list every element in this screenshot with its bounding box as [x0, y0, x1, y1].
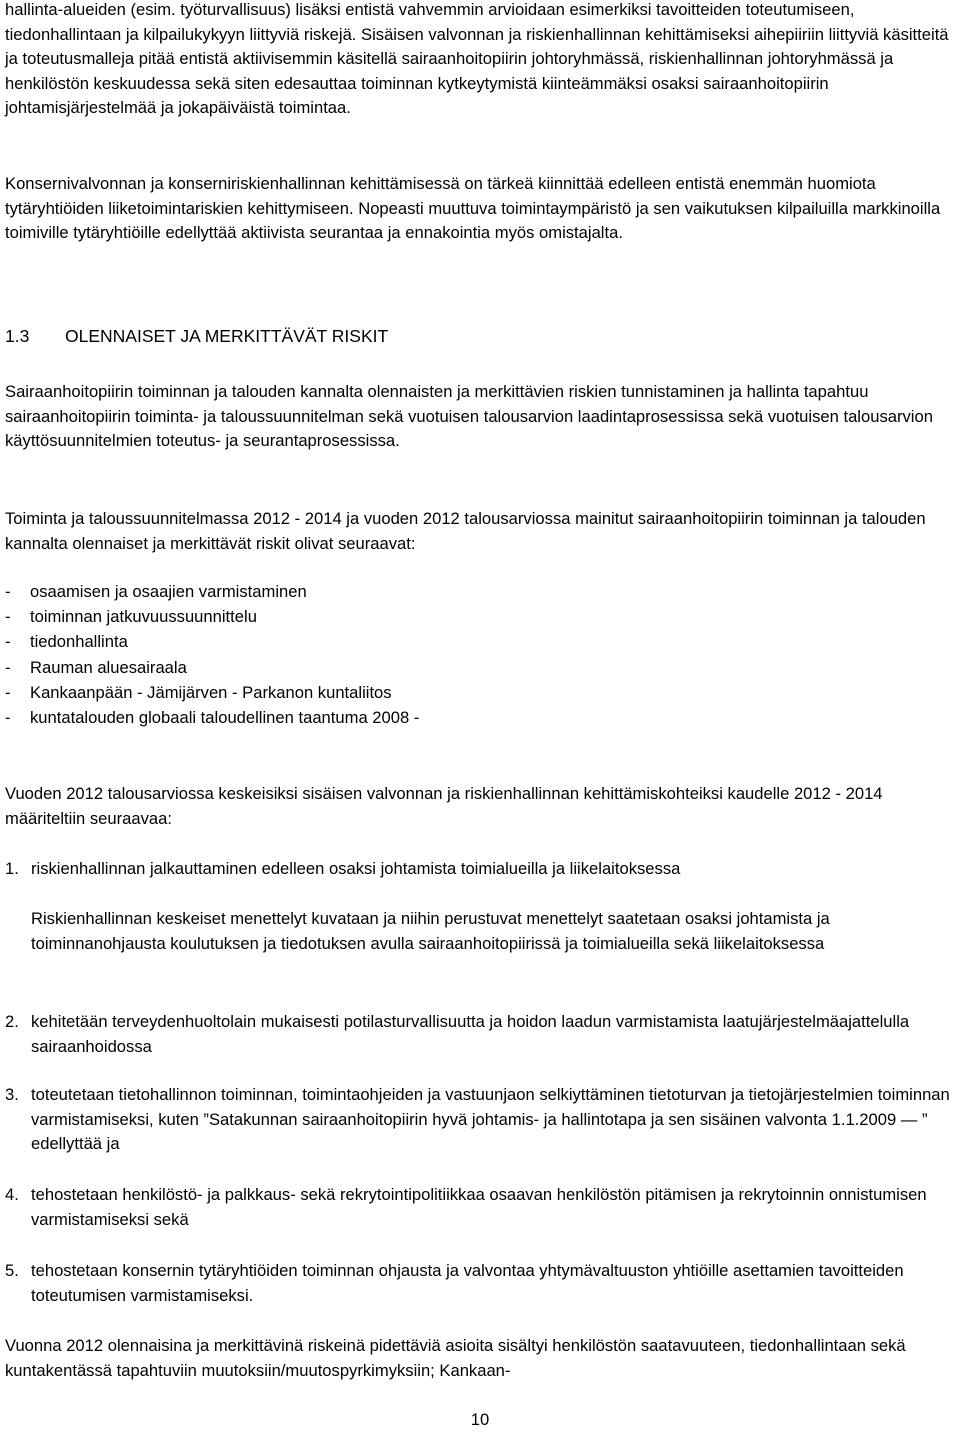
list-item [5, 579, 419, 604]
toiminta-paragraph: Toiminta ja taloussuunnitelmassa 2012 - 2014 ja vuoden 2012 talousarviossa mainitut sairaanhoitopiirin toiminnan ja talouden kannalta olennaiset ja merkittävät riskit olivat seuraavat: [5, 509, 926, 553]
item-number: 1. [5, 859, 19, 878]
vuonna-paragraph: Vuonna 2012 olennaisina ja merkittävinä riskeinä pidettäviä asioita sisältyi henkilöstön saatavuuteen, tiedonhallintaan sekä kuntakentässä tapahtuviin muutoksiin/muutospyrkimyksiin; Kankaan- [5, 1336, 906, 1380]
item-number: 5. [5, 1261, 19, 1280]
item-text: kehitetään terveydenhuoltolain mukaisesti potilasturvallisuutta ja hoidon laadun varmistamista laatujärjestelmäajattelulla sairaanhoidossa [31, 1012, 910, 1056]
section-heading [5, 323, 388, 349]
page-number: 10 [470, 1410, 490, 1429]
list-item [5, 629, 419, 654]
item-number: 3. [5, 1085, 19, 1104]
numbered-item [5, 1010, 955, 1059]
list-item-text: kuntatalouden globaali taloudellinen taantuma 2008 - [30, 708, 420, 728]
risk-list [5, 579, 419, 730]
list-item [5, 655, 419, 680]
list-dash: - [5, 582, 11, 601]
sairaanhoitopiiri-paragraph: Sairaanhoitopiirin toiminnan ja talouden kannalta olennaisten ja merkittävien riskien tunnistaminen ja hallinta tapahtuu sairaanhoitopiirin toiminta- ja taloussuunnitelman sekä vuotuisen talousarvion laadintaprosessissa sekä vuotuisen talousarvion käyttösuunnitelmien toteutus- ja seurantaprosessissa. [5, 382, 933, 450]
list-item-text: osaamisen ja osaajien varmistaminen [30, 582, 307, 601]
numbered-item [5, 1259, 955, 1308]
numbered-item [5, 1183, 955, 1232]
list-item [5, 680, 419, 705]
item-text: tehostetaan henkilöstö- ja palkkaus- sekä rekrytointipolitiikkaa osaavan henkilöstön pitämisen ja rekrytoinnin onnistumisen varmistamiseksi sekä [31, 1185, 927, 1229]
list-item-text: tiedonhallinta [30, 632, 128, 652]
konserni-paragraph: Konsernivalvonnan ja konserniriskienhallinnan kehittämisessä on tärkeä kiinnittää edelleen entistä enemmän huomiota tytäryhtiöiden liiketoimintariskien kehittymiseen. Nopeasti muuttuva toimintaympäristö ja sen vaikutuksen kilpailuilla markkinoilla toimiville tytäryhtiöille edellyttää aktiivista seurantaa ja ennakointia myös omistajalta. [5, 174, 941, 242]
item-text: tehostetaan konsernin tytäryhtiöiden toiminnan ohjausta ja valvontaa yhtymävaltuuston yhtiöille asettamien tavoitteiden toteutumisen varmistamiseksi. [31, 1261, 904, 1305]
intro-paragraph: hallinta-alueiden (esim. työturvallisuus) lisäksi entistä vahvemmin arvioidaan esimerkiksi tavoitteiden toteutumiseen, tiedonhallintaan ja kilpailukykyyn liittyviä riskejä. Sisäisen valvonnan ja riskienhallinnan kehittämiseksi aihepiiriin liittyviä käsitteitä ja toteutusmalleja pitää entistä aktiivisemmin käsitellä sairaanhoitopiirin johtoryhmässä, riskienhallinnan johtoryhmässä ja henkilöstön keskuudessa sekä siten edesauttaa toiminnan kytkeytymistä kiinteämmäksi osaksi sairaanhoitopiirin johtamisjärjestelmää ja jokapäiväistä toimintaa. [5, 0, 949, 117]
item-number: 2. [5, 1012, 19, 1031]
item-number: 4. [5, 1185, 19, 1204]
vuoden-paragraph: Vuoden 2012 talousarviossa keskeisiksi sisäisen valvonnan ja riskienhallinnan kehittämiskohteiksi kaudelle 2012 - 2014 määriteltiin seuraavaa: [5, 784, 883, 828]
list-dash: - [5, 632, 11, 652]
list-dash: - [5, 682, 11, 702]
list-dash: - [5, 708, 11, 728]
list-item [5, 705, 419, 730]
section-number: 1.3 [5, 326, 30, 346]
numbered-item [5, 1083, 955, 1157]
list-dash: - [5, 657, 11, 677]
section-title: OLENNAISET JA MERKITTÄVÄT RISKIT [65, 326, 389, 346]
list-item-text: toiminnan jatkuvuussuunnittelu [30, 607, 257, 627]
list-item-text: Rauman aluesairaala [30, 657, 187, 677]
list-item-text: Kankaanpään - Jämijärven - Parkanon kuntaliitos [30, 682, 392, 702]
item-1-description: Riskienhallinnan keskeiset menettelyt kuvataan ja niihin perustuvat menettelyt saatetaan osaksi johtamista ja toiminnanohjausta koulutuksen ja tiedotuksen avulla sairaanhoitopiirissä ja toimialueilla sekä liikelaitoksessa [31, 909, 830, 953]
numbered-item [5, 857, 955, 882]
item-text: riskienhallinnan jalkauttaminen edelleen osaksi johtamista toimialueilla ja liikelaitoksessa [31, 859, 681, 878]
list-item [5, 604, 419, 629]
list-dash: - [5, 607, 11, 627]
item-text: toteutetaan tietohallinnon toiminnan, toimintaohjeiden ja vastuunjaon selkiyttäminen tietoturvan ja tietojärjestelmien toiminnan varmistamiseksi, kuten ”Satakunnan sairaanhoitopiirin hyvä johtamis- ja hallintotapa ja sen sisäinen valvonta 1.1.2009 — ” edellyttää ja [31, 1085, 950, 1153]
